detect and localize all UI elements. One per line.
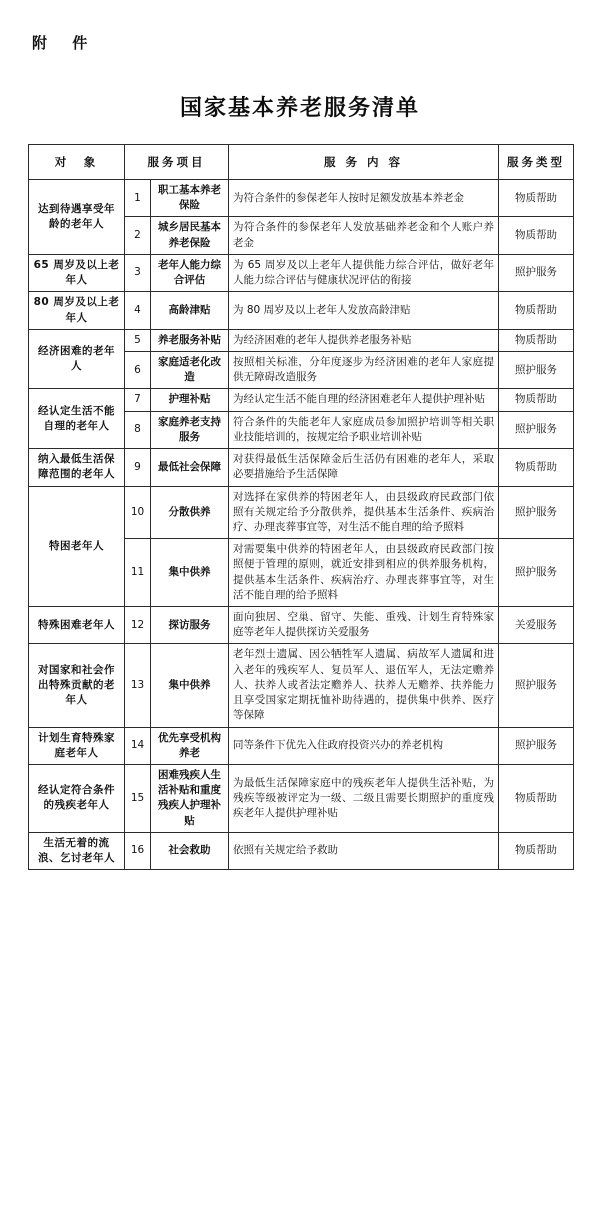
cell-type: 物质帮助 <box>499 832 574 869</box>
cell-content: 为 80 周岁及以上老年人发放高龄津贴 <box>229 292 499 329</box>
table-row <box>29 727 574 764</box>
cell-type: 照护服务 <box>499 727 574 764</box>
cell-content: 为经济困难的老年人提供养老服务补贴 <box>229 329 499 351</box>
cell-number: 10 <box>125 486 151 539</box>
cell-content: 为符合条件的参保老年人发放基础养老金和个人账户养老金 <box>229 217 499 254</box>
cell-item: 最低社会保障 <box>151 449 229 486</box>
cell-type: 照护服务 <box>499 644 574 727</box>
table-header-row <box>29 145 574 180</box>
cell-object: 对国家和社会作出特殊贡献的老年人 <box>29 644 125 727</box>
cell-object: 计划生育特殊家庭老年人 <box>29 727 125 764</box>
cell-number: 1 <box>125 180 151 217</box>
cell-item: 困难残疾人生活补贴和重度残疾人护理补贴 <box>151 765 229 833</box>
cell-object: 达到待遇享受年龄的老年人 <box>29 180 125 255</box>
cell-item: 老年人能力综合评估 <box>151 254 229 291</box>
cell-type: 照护服务 <box>499 539 574 607</box>
column-header-content: 服 务 内 容 <box>229 145 499 180</box>
cell-content: 同等条件下优先入住政府投资兴办的养老机构 <box>229 727 499 764</box>
cell-number: 16 <box>125 832 151 869</box>
cell-number: 3 <box>125 254 151 291</box>
table-row <box>29 765 574 833</box>
attachment-label: 附 件 <box>32 34 98 52</box>
cell-content: 为符合条件的参保老年人按时足额发放基本养老金 <box>229 180 499 217</box>
cell-number: 5 <box>125 329 151 351</box>
cell-type: 物质帮助 <box>499 217 574 254</box>
cell-content: 符合条件的失能老年人家庭成员参加照护培训等相关职业技能培训的，按规定给予职业培训补贴 <box>229 411 499 448</box>
table-row <box>29 389 574 411</box>
cell-number: 12 <box>125 607 151 644</box>
column-header-type: 服务类型 <box>499 145 574 180</box>
cell-content: 为经认定生活不能自理的经济困难老年人提供护理补贴 <box>229 389 499 411</box>
table-row <box>29 607 574 644</box>
cell-type: 物质帮助 <box>499 449 574 486</box>
column-header-object: 对 象 <box>29 145 125 180</box>
table-row <box>29 254 574 291</box>
cell-item: 护理补贴 <box>151 389 229 411</box>
cell-type: 照护服务 <box>499 351 574 388</box>
cell-item: 家庭适老化改造 <box>151 351 229 388</box>
cell-item: 养老服务补贴 <box>151 329 229 351</box>
cell-type: 照护服务 <box>499 486 574 539</box>
cell-content: 面向独居、空巢、留守、失能、重残、计划生育特殊家庭等老年人提供探访关爱服务 <box>229 607 499 644</box>
cell-type: 关爱服务 <box>499 607 574 644</box>
cell-content: 对选择在家供养的特困老年人，由县级政府民政部门依照有关规定给予分散供养，提供基本生活条件、疾病治疗、办理丧葬事宜等，对生活不能自理的给予照料 <box>229 486 499 539</box>
table-header <box>29 145 574 180</box>
cell-type: 照护服务 <box>499 254 574 291</box>
cell-type: 物质帮助 <box>499 329 574 351</box>
table-row <box>29 486 574 539</box>
cell-item: 分散供养 <box>151 486 229 539</box>
cell-item: 高龄津贴 <box>151 292 229 329</box>
cell-object: 经认定符合条件的残疾老年人 <box>29 765 125 833</box>
cell-number: 11 <box>125 539 151 607</box>
cell-number: 13 <box>125 644 151 727</box>
cell-item: 社会救助 <box>151 832 229 869</box>
cell-object: 纳入最低生活保障范围的老年人 <box>29 449 125 486</box>
cell-item: 探访服务 <box>151 607 229 644</box>
cell-number: 6 <box>125 351 151 388</box>
cell-content: 为最低生活保障家庭中的残疾老年人提供生活补贴，为残疾等级被评定为一级、二级且需要长期照护的重度残疾老年人提供护理补贴 <box>229 765 499 833</box>
cell-number: 14 <box>125 727 151 764</box>
cell-object: 生活无着的流浪、乞讨老年人 <box>29 832 125 869</box>
cell-content: 按照相关标准，分年度逐步为经济困难的老年人家庭提供无障碍改造服务 <box>229 351 499 388</box>
cell-object: 经济困难的老年人 <box>29 329 125 389</box>
cell-item: 家庭养老支持服务 <box>151 411 229 448</box>
cell-type: 物质帮助 <box>499 765 574 833</box>
cell-number: 2 <box>125 217 151 254</box>
cell-number: 4 <box>125 292 151 329</box>
cell-item: 城乡居民基本养老保险 <box>151 217 229 254</box>
cell-item: 集中供养 <box>151 644 229 727</box>
cell-number: 15 <box>125 765 151 833</box>
table-row <box>29 644 574 727</box>
cell-type: 物质帮助 <box>499 292 574 329</box>
cell-type: 照护服务 <box>499 411 574 448</box>
cell-type: 物质帮助 <box>499 180 574 217</box>
column-header-item: 服务项目 <box>125 145 229 180</box>
cell-object: 经认定生活不能自理的老年人 <box>29 389 125 449</box>
table-body <box>29 180 574 870</box>
cell-content: 依照有关规定给予救助 <box>229 832 499 869</box>
page-title: 国家基本养老服务清单 <box>179 95 420 121</box>
cell-content: 对获得最低生活保障金后生活仍有困难的老年人，采取必要措施给予生活保障 <box>229 449 499 486</box>
cell-number: 9 <box>125 449 151 486</box>
table-row <box>29 449 574 486</box>
cell-content: 对需要集中供养的特困老年人，由县级政府民政部门按照便于管理的原则，就近安排到相应的供养服务机构，提供基本生活条件、疾病治疗、办理丧葬事宜等，对生活不能自理的给予照料 <box>229 539 499 607</box>
cell-number: 8 <box>125 411 151 448</box>
cell-content: 老年烈士遗属、因公牺牲军人遗属、病故军人遗属和进入老年的残疾军人、复员军人、退伍军人，无法定赡养人、扶养人或者法定赡养人、扶养人无赡养、扶养能力且享受国家定期抚恤补助待遇的，提供集中供养、医疗等保障 <box>229 644 499 727</box>
cell-number: 7 <box>125 389 151 411</box>
table-row <box>29 329 574 351</box>
cell-object: 80 周岁及以上老年人 <box>29 292 125 329</box>
cell-object: 65 周岁及以上老年人 <box>29 254 125 291</box>
service-list-table <box>28 144 574 870</box>
table-row <box>29 832 574 869</box>
table-row <box>29 292 574 329</box>
cell-item: 集中供养 <box>151 539 229 607</box>
cell-type: 物质帮助 <box>499 389 574 411</box>
cell-item: 优先享受机构养老 <box>151 727 229 764</box>
cell-item: 职工基本养老保险 <box>151 180 229 217</box>
table-row <box>29 180 574 217</box>
cell-object: 特困老年人 <box>29 486 125 607</box>
cell-object: 特殊困难老年人 <box>29 607 125 644</box>
cell-content: 为 65 周岁及以上老年人提供能力综合评估，做好老年人能力综合评估与健康状况评估的衔接 <box>229 254 499 291</box>
